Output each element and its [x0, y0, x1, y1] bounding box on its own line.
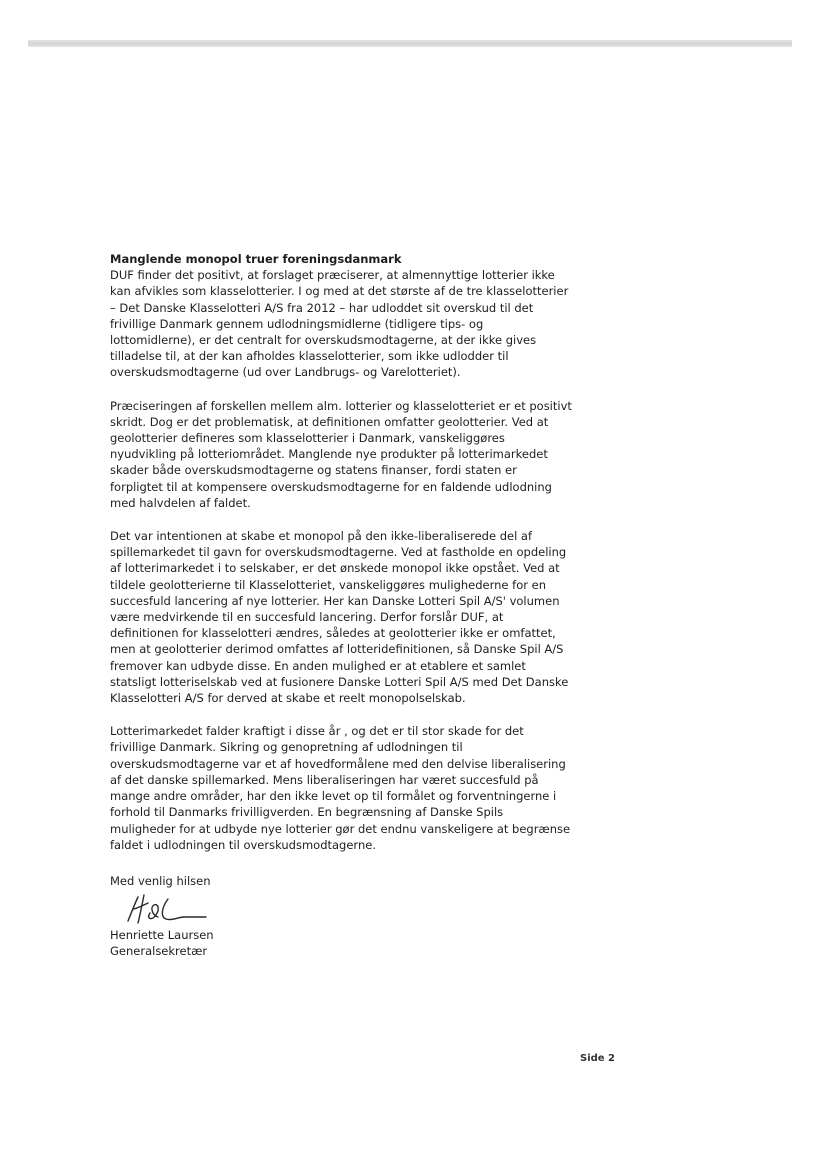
signer-name: Henriette Laursen	[110, 928, 214, 943]
section-heading: Manglende monopol truer foreningsdanmark	[110, 252, 402, 266]
paragraph: Præciseringen af forskellen mellem alm. lotterier og klasselotteriet er et positivt skridt. Dog er det problematisk, at definitionen omfatter geolotterier. Ved at geolotterier defineres som klasselotterier i Danmark, vanskeliggøres nyudvikling på lotteriområdet. Manglende nye produkter på lotterimarkedet skader både overskudsmodtagerne og statens finanser, fordi staten er forpligtet til at kompensere overskudsmodtagerne for en faldende udlodning med halvdelen af faldet.	[110, 398, 572, 510]
signer-title: Generalsekretær	[110, 944, 208, 959]
letter-body	[110, 251, 572, 960]
handwritten-signature	[122, 891, 210, 927]
paragraph: Lotterimarkedet falder kraftigt i disse år , og det er til stor skade for det frivillige Danmark. Sikring og genopretning af udlodningen til overskudsmodtagerne var et af hovedformålene med den delvise liberalisering af det danske spillemarked. Mens liberaliseringen har været succesfuld på mange andre områder, har den ikke levet op til formålet og forventningerne i forhold til Danmarks frivilligverden. En begrænsning af Danske Spils muligheder for at udbyde nye lotterier gør det endnu vanskeligere at begrænse faldet i udlodningen til overskudsmodtagerne.	[110, 724, 571, 852]
closing-salutation: Med venlig hilsen	[110, 873, 211, 888]
scan-edge-rule	[28, 40, 792, 47]
paragraph: DUF finder det positivt, at forslaget præciserer, at almennyttige lotterier ikke kan afvikles som klasselotterier. I og med at det største af de tre klasselotterier – Det Danske Klasselotteri A/S fra 2012 – har udloddet sit overskud til det frivillige Danmark gennem udlodningsmidlerne (tidligere tips- og lottomidlerne), er det centralt for overskudsmodtagerne, at der ikke gives tilladelse til, at der kan afholdes klasselotterier, som ikke udlodder til overskudsmodtagerne (ud over Landbrugs- og Varelotteriet).	[110, 268, 569, 380]
page-number: Side 2	[580, 1053, 616, 1064]
paragraph: Det var intentionen at skabe et monopol på den ikke-liberaliserede del af spillemarkedet til gavn for overskudsmodtagerne. Ved at fastholde en opdeling af lotterimarkedet i to selskaber, er det ønskede monopol ikke opstået. Ved at tildele geolotterierne til Klasselotteriet, vanskeliggøres mulighederne for en succesfuld lancering af nye lotterier. Her kan Danske Lotteri Spil A/S' volumen være medvirkende til en succesfuld lancering. Derfor forslår DUF, at definitionen for klasselotteri ændres, således at geolotterier ikke er omfattet, men at geolotterier derimod omfattes af lotteridefinitionen, så Danske Spil A/S fremover kan udbyde disse. En anden mulighed er at etablere et samlet statsligt lotteriselskab ved at fusionere Danske Lotteri Spil A/S med Det Danske Klasselotteri A/S for derved at skabe et reelt monopolselskab.	[110, 529, 569, 706]
